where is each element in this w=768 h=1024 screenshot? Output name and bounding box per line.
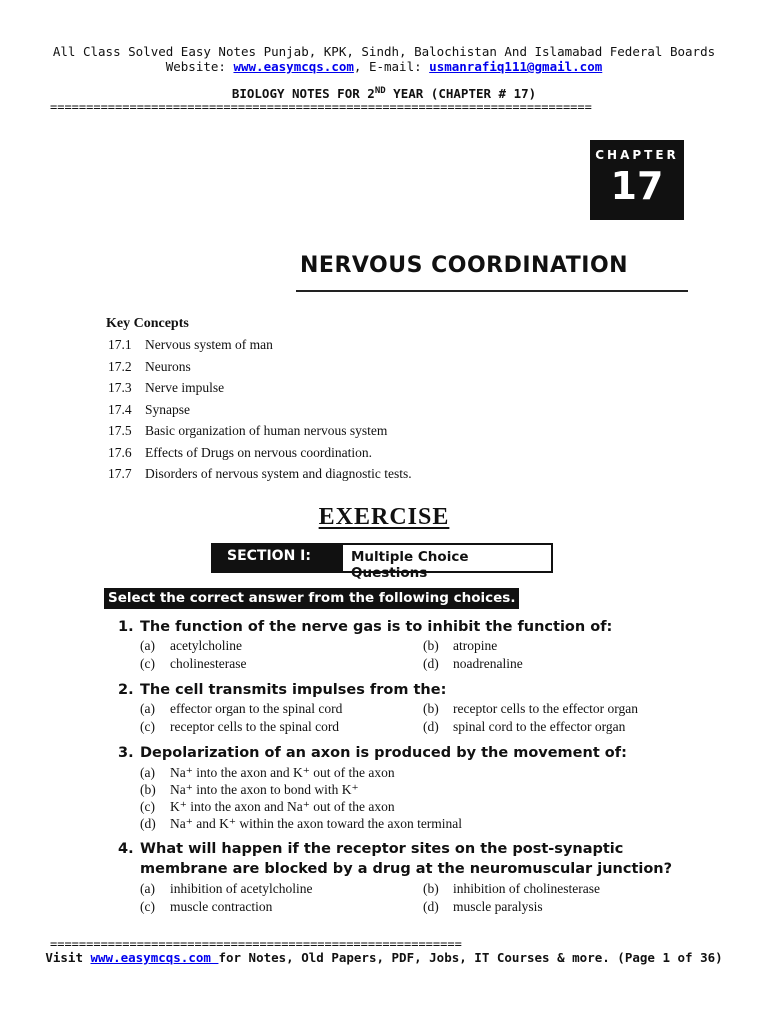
key-concept-item: 17.2 Neurons <box>108 358 191 374</box>
website-link[interactable]: www.easymcqs.com <box>233 59 354 74</box>
option-1d: (d) noadrenaline <box>423 656 523 671</box>
key-concept-item: 17.7 Disorders of nervous system and diagnostic tests. <box>108 466 412 481</box>
title-rule <box>296 290 688 292</box>
option-2a: (a) effector organ to the spinal cord <box>140 701 343 716</box>
footer-website-link[interactable]: www.easymcqs.com <box>90 950 219 965</box>
chapter-title: NERVOUS COORDINATION <box>300 253 629 278</box>
footer-text: for Notes, Old Papers, PDF, Jobs, IT Courses & more. (Page 1 of 36) <box>218 950 723 965</box>
instruction-banner: Select the correct answer from the following choices. <box>104 588 519 609</box>
question-2: 2. The cell transmits impulses from the: <box>118 682 447 698</box>
key-concept-item: 17.6 Effects of Drugs on nervous coordination. <box>108 444 372 460</box>
doc-title-sup: ND <box>374 86 386 96</box>
footer-line <box>0 950 768 965</box>
chapter-badge <box>590 140 684 220</box>
footer-separator: ========================================================= <box>50 937 462 951</box>
header-separator: =========================================================================== <box>50 100 592 114</box>
option-4a: (a) inhibition of acetylcholine <box>140 881 313 896</box>
option-3c: (c) K⁺ into the axon and Na⁺ out of the axon <box>140 799 395 814</box>
option-3a: (a) Na⁺ into the axon and K⁺ out of the axon <box>140 765 395 780</box>
footer-visit: Visit <box>45 950 91 965</box>
exercise-heading: EXERCISE <box>318 504 450 530</box>
option-3d: (d) Na⁺ and K⁺ within the axon toward the axon terminal <box>140 816 463 831</box>
option-4d: (d) muscle paralysis <box>423 899 543 914</box>
header-boards-line: All Class Solved Easy Notes Punjab, KPK, Sindh, Balochistan And Islamabad Federal Boards <box>52 44 716 59</box>
website-label: Website: <box>165 59 226 74</box>
section-label: SECTION I: <box>213 545 343 571</box>
option-1b: (b) atropine <box>423 638 498 653</box>
doc-title-pre: BIOLOGY NOTES FOR 2 <box>231 86 375 102</box>
key-concept-item: 17.4 Synapse <box>108 401 190 417</box>
chapter-label: CHAPTER <box>595 148 679 162</box>
question-1: 1. The function of the nerve gas is to inhibit the function of: <box>118 619 613 635</box>
option-4c: (c) muscle contraction <box>140 899 273 914</box>
option-1c: (c) cholinesterase <box>140 656 247 671</box>
key-concept-item: 17.3 Nerve impulse <box>108 380 225 395</box>
option-3b: (b) Na⁺ into the axon to bond with K⁺ <box>140 782 359 797</box>
header-contact-line <box>0 59 768 74</box>
doc-title <box>0 86 768 101</box>
email-label: , E-mail: <box>353 59 422 74</box>
question-3: 3. Depolarization of an axon is produced by the movement of: <box>118 745 627 761</box>
option-2c: (c) receptor cells to the spinal cord <box>140 719 340 734</box>
question-4: 4. What will happen if the receptor sites on the post-synaptic membrane are blocked by a drug at the neuromuscular junction? <box>118 841 673 877</box>
option-2d: (d) spinal cord to the effector organ <box>423 719 626 734</box>
section-banner <box>211 543 553 581</box>
key-concepts-list <box>108 337 412 488</box>
key-concepts-heading: Key Concepts <box>106 316 189 331</box>
section-title: Multiple Choice Questions <box>351 549 469 581</box>
key-concept-item: 17.5 Basic organization of human nervous system <box>108 423 388 438</box>
option-1a: (a) acetylcholine <box>140 638 242 653</box>
key-concept-item: 17.1 Nervous system of man <box>108 337 273 352</box>
email-link[interactable]: usmanrafiq111@gmail.com <box>429 59 603 74</box>
option-4b: (b) inhibition of cholinesterase <box>423 881 600 896</box>
chapter-number: 17 <box>610 164 664 208</box>
option-2b: (b) receptor cells to the effector organ <box>423 701 639 716</box>
doc-title-post: YEAR (CHAPTER # 17) <box>385 86 537 102</box>
